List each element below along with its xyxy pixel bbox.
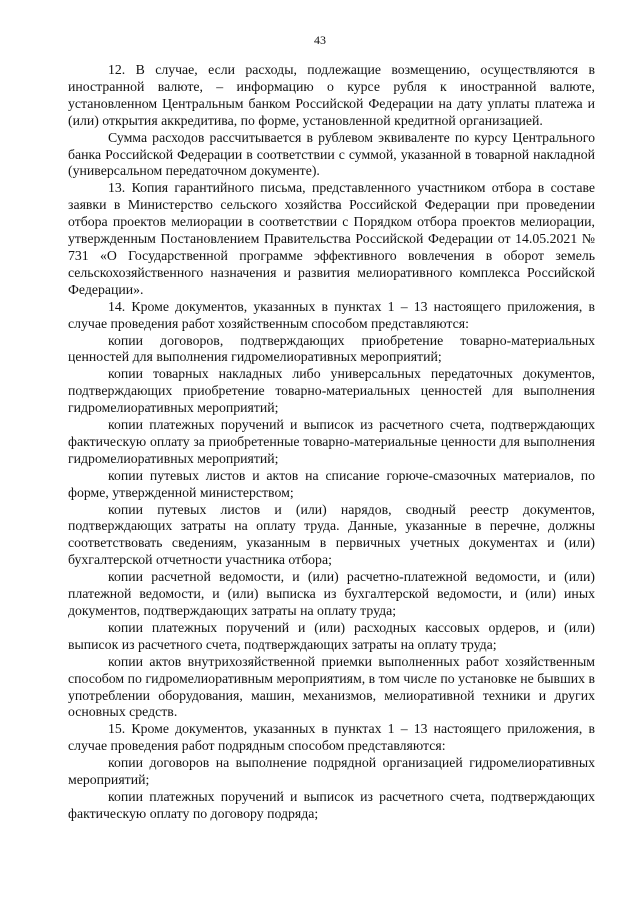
page-number: 43: [314, 33, 326, 47]
paragraph-13: 13. Копия гарантийного письма, представленного участником отбора в составе заявки в Министерство сельского хозяйства Российской Федерации при проведении отбора проектов мелиорации в соответствии с Порядком отбора проектов мелиорации, утвержденным Постановлением Правительства Российской Федерации от 14.05.2021 № 731 «О Государственной программе эффективного вовлечения в оборот земель сельскохозяйственного назначения и развития мелиоративного комплекса Российской Федерации».: [68, 180, 595, 297]
list-item: копии путевых листов и актов на списание горюче-смазочных материалов, по форме, утвержденной министерством;: [68, 467, 595, 500]
paragraph-15: 15. Кроме документов, указанных в пунктах 1 – 13 настоящего приложения, в случае проведения работ подрядным способом представляются:: [68, 721, 595, 754]
list-item: копии платежных поручений и выписок из расчетного счета, подтверждающих фактическую оплату по договору подряда;: [68, 788, 595, 821]
paragraph-expense-sum: Сумма расходов рассчитывается в рублевом эквиваленте по курсу Центрального банка Российской Федерации в соответствии с суммой, указанной в товарной накладной (универсальном передаточном документе).: [68, 129, 595, 179]
paragraph-12: 12. В случае, если расходы, подлежащие возмещению, осуществляются в иностранной валюте, – информацию о курсе рубля к иностранной валюте, установленном Центральным банком Российской Федерации на дату уплаты платежа и (или) открытия аккредитива, по форме, установленной кредитной организацией.: [68, 62, 595, 128]
list-item: копии платежных поручений и выписок из расчетного счета, подтверждающих фактическую оплату за приобретенные товарно-материальные ценности для выполнения гидромелиоративных мероприятий;: [68, 417, 595, 466]
paragraph-14: 14. Кроме документов, указанных в пунктах 1 – 13 настоящего приложения, в случае проведения работ хозяйственным способом представляются:: [68, 298, 595, 331]
list-item: копии путевых листов и (или) нарядов, сводный реестр документов, подтверждающих затраты на оплату труда. Данные, указанные в перечне, должны соответствовать сведениям, указанным в первичных учетных документах и (или) бухгалтерской отчетности участника отбора;: [68, 501, 595, 568]
list-item: копии расчетной ведомости, и (или) расчетно-платежной ведомости, и (или) платежной ведомости, и (или) выписка из бухгалтерской ведомости, и (или) иных документов, подтверждающих затраты на оплату труда;: [68, 569, 595, 618]
list-item: копии платежных поручений и (или) расходных кассовых ордеров, и (или) выписок из расчетного счета, подтверждающих затраты на оплату труда;: [68, 619, 595, 652]
list-item: копии договоров на выполнение подрядной организацией гидромелиоративных мероприятий;: [68, 755, 595, 788]
document-body: [68, 62, 595, 823]
list-item: копии актов внутрихозяйственной приемки выполненных работ хозяйственным способом по гидромелиоративным мероприятиям, в том числе по установке не бывших в употреблении оборудования, машин, механизмов, мелиоративной техники и других основных средств.: [68, 653, 595, 720]
list-item: копии товарных накладных либо универсальных передаточных документов, подтверждающих приобретение товарно-материальных ценностей для выполнения гидромелиоративных мероприятий;: [68, 366, 595, 416]
list-item: копии договоров, подтверждающих приобретение товарно-материальных ценностей для выполнения гидромелиоративных мероприятий;: [68, 332, 595, 365]
